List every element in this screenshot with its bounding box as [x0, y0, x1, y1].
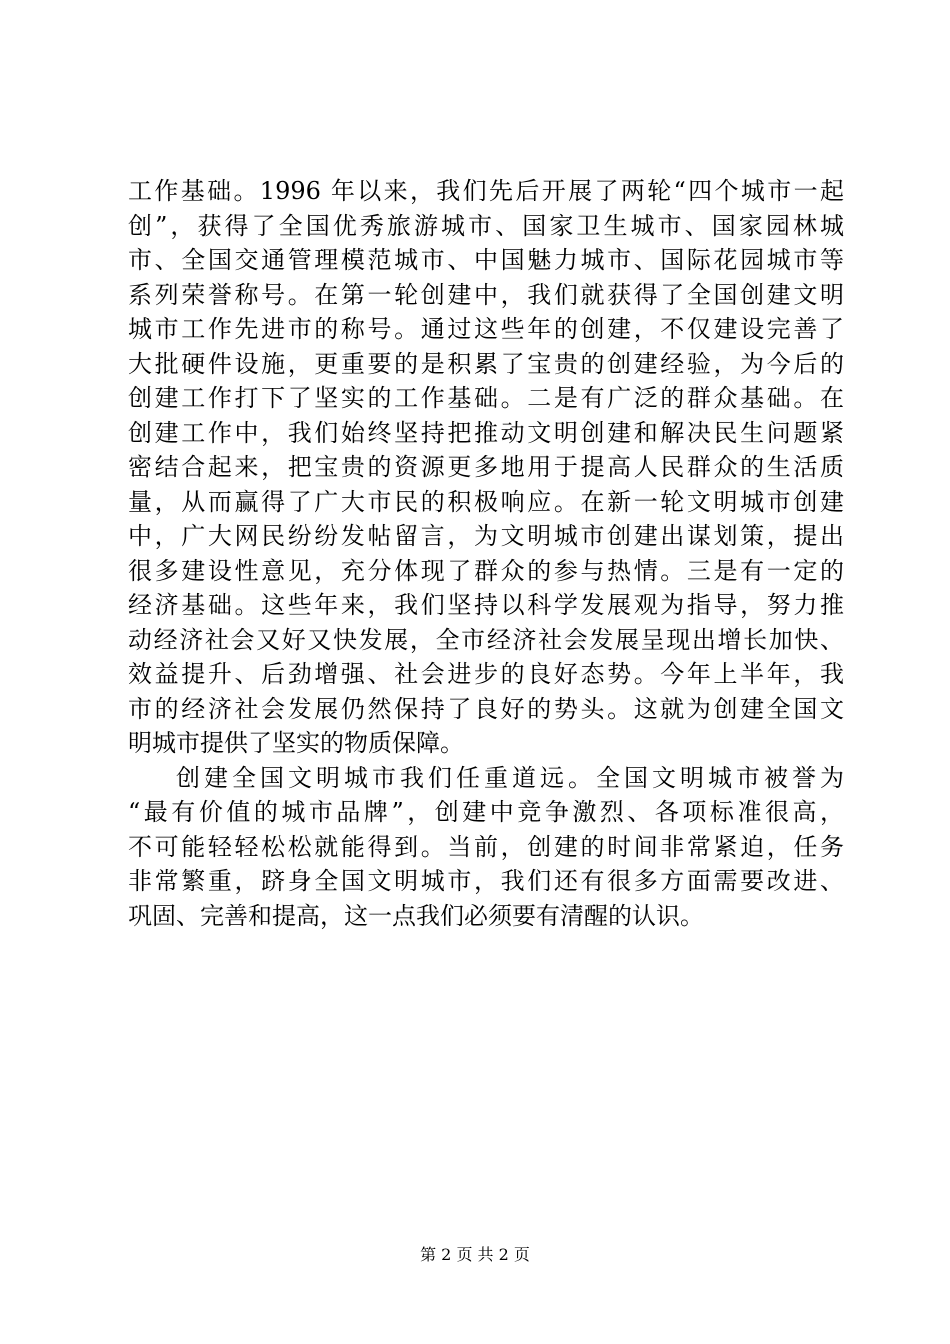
text-line: 工作基础。1996 年以来，我们先后开展了两轮“四个城市一起 [128, 177, 844, 205]
text-line: 市的经济社会发展仍然保持了良好的势头。这就为创建全国文 [128, 694, 844, 723]
text-line: 巩固、完善和提高，这一点我们必须要有清醒的认识。 [128, 901, 704, 930]
text-line: 中，广大网民纷纷发帖留言，为文明城市创建出谋划策，提出 [128, 522, 844, 550]
text-line: 创”，获得了全国优秀旅游城市、国家卫生城市、国家园林城 [128, 211, 844, 240]
page-footer [0, 1244, 950, 1266]
body-text [128, 174, 844, 933]
text-line: 经济基础。这些年来，我们坚持以科学发展观为指导，努力推 [128, 591, 844, 619]
text-line: 市、全国交通管理模范城市、中国魅力城市、国际花园城市等 [128, 246, 844, 274]
text-line: “最有价值的城市品牌”，创建中竞争激烈、各项标准很高， [128, 798, 844, 826]
text-line: 创建工作打下了坚实的工作基础。二是有广泛的群众基础。在 [128, 384, 844, 412]
text-line: 非常繁重，跻身全国文明城市，我们还有很多方面需要改进、 [128, 867, 844, 895]
text-line: 效益提升、后劲增强、社会进步的良好态势。今年上半年，我 [128, 660, 844, 688]
text-line: 密结合起来，把宝贵的资源更多地用于提高人民群众的生活质 [128, 453, 844, 481]
paragraph-1 [128, 174, 844, 761]
text-line: 量，从而赢得了广大市民的积极响应。在新一轮文明城市创建 [128, 487, 844, 516]
text-line: 动经济社会又好又快发展，全市经济社会发展呈现出增长加快、 [128, 625, 844, 654]
text-line: 明城市提供了坚实的物质保障。 [128, 729, 464, 757]
text-line: 不可能轻轻松松就能得到。当前，创建的时间非常紧迫，任务 [128, 832, 844, 861]
text-line: 城市工作先进市的称号。通过这些年的创建，不仅建设完善了 [128, 315, 844, 343]
text-line: 大批硬件设施，更重要的是积累了宝贵的创建经验，为今后的 [128, 349, 844, 378]
text-line: 很多建设性意见，充分体现了群众的参与热情。三是有一定的 [128, 556, 844, 585]
text-line: 创建全国文明城市我们任重道远。全国文明城市被誉为 [176, 763, 844, 792]
paragraph-2 [128, 761, 844, 934]
text-line: 创建工作中，我们始终坚持把推动文明创建和解决民生问题紧 [128, 418, 844, 447]
page-number-label: 第 2 页 共 2 页 [420, 1245, 530, 1264]
text-line: 系列荣誉称号。在第一轮创建中，我们就获得了全国创建文明 [128, 280, 844, 309]
